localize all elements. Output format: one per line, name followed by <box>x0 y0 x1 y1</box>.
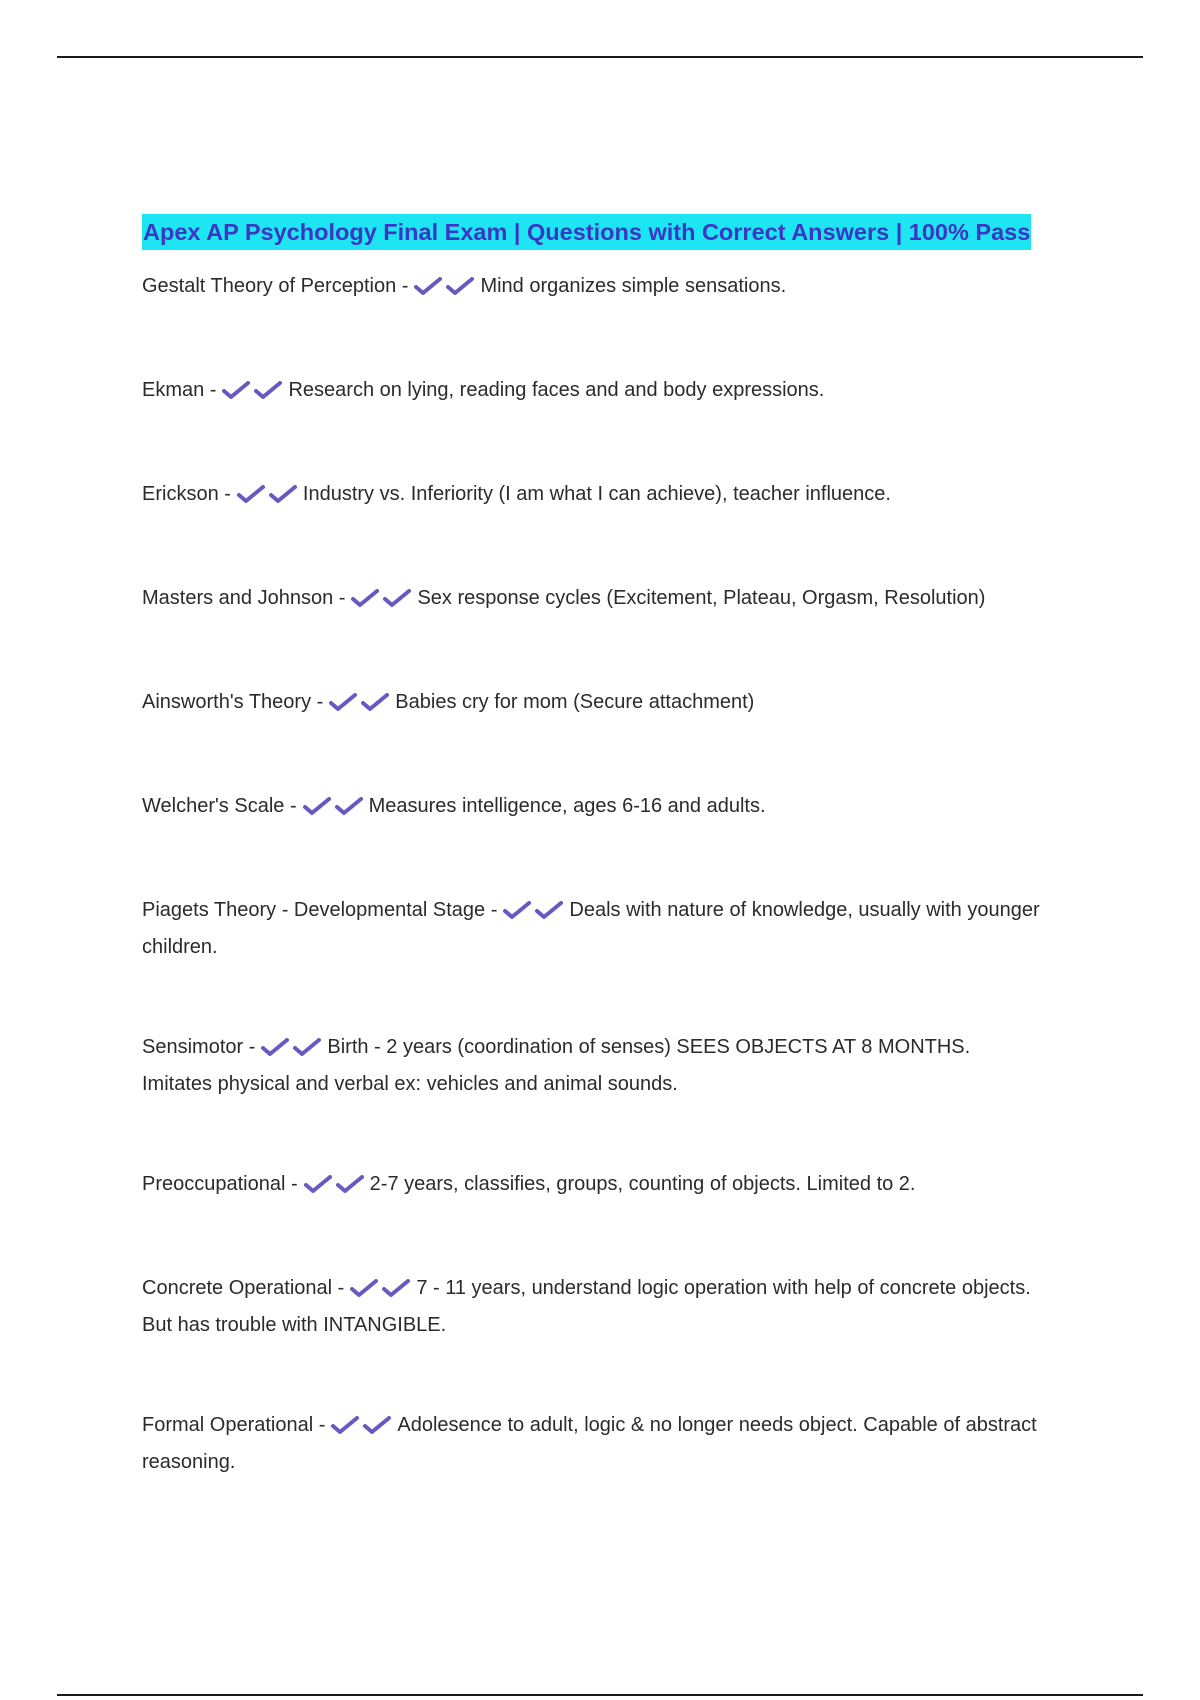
check-mark-icon <box>303 797 331 815</box>
check-mark-icon <box>254 381 282 399</box>
document-title: Apex AP Psychology Final Exam | Questions with Correct Answers | 100% Pass <box>142 214 1031 250</box>
check-mark-icon <box>336 1175 364 1193</box>
check-mark-icon <box>350 1279 378 1297</box>
check-marks <box>304 1170 368 1204</box>
qa-item <box>142 373 1042 410</box>
check-mark-icon <box>335 797 363 815</box>
check-mark-icon <box>363 1416 391 1434</box>
check-mark-icon <box>222 381 250 399</box>
qa-item <box>142 789 1042 826</box>
qa-term: Erickson - <box>142 483 231 505</box>
qa-answer: Measures intelligence, ages 6-16 and adults. <box>368 795 766 817</box>
check-mark-icon <box>304 1175 332 1193</box>
qa-answer: Mind organizes simple sensations. <box>480 275 787 297</box>
qa-answer: 7 - 11 years, understand logic operation with help of concrete objects. But has trouble with INTANGIBLE. <box>142 1277 1031 1336</box>
qa-answer: Research on lying, reading faces and and body expressions. <box>288 379 825 401</box>
header-rule <box>57 56 1143 58</box>
qa-item <box>142 581 1042 618</box>
check-mark-icon <box>331 1416 359 1434</box>
qa-answer: Adolesence to adult, logic & no longer needs object. Capable of abstract reasoning. <box>142 1414 1037 1473</box>
qa-answer: Deals with nature of knowledge, usually with younger children. <box>142 899 1040 958</box>
check-marks <box>331 1411 395 1445</box>
check-mark-icon <box>383 589 411 607</box>
check-marks <box>503 896 567 930</box>
check-mark-icon <box>503 901 531 919</box>
check-mark-icon <box>414 277 442 295</box>
qa-answer: 2-7 years, classifies, groups, counting of objects. Limited to 2. <box>369 1173 916 1195</box>
qa-term: Masters and Johnson - <box>142 587 346 609</box>
check-mark-icon <box>382 1279 410 1297</box>
qa-item <box>142 1167 1042 1204</box>
qa-term: Gestalt Theory of Perception - <box>142 275 409 297</box>
qa-answer: Sex response cycles (Excitement, Plateau, Orgasm, Resolution) <box>417 587 986 609</box>
qa-answer: Babies cry for mom (Secure attachment) <box>395 691 755 713</box>
qa-item <box>142 1271 1042 1342</box>
qa-item <box>142 1030 1042 1101</box>
qa-term: Ekman - <box>142 379 217 401</box>
qa-item <box>142 1408 1042 1479</box>
qa-item <box>142 477 1042 514</box>
qa-list <box>142 269 1042 1479</box>
check-marks <box>351 584 415 618</box>
qa-term: Preoccupational - <box>142 1173 298 1195</box>
check-mark-icon <box>446 277 474 295</box>
check-mark-icon <box>293 1038 321 1056</box>
qa-item <box>142 893 1042 964</box>
qa-answer: Birth - 2 years (coordination of senses) SEES OBJECTS AT 8 MONTHS. Imitates physical and verbal ex: vehicles and animal sounds. <box>142 1036 971 1095</box>
check-marks <box>350 1274 414 1308</box>
qa-term: Formal Operational - <box>142 1414 326 1436</box>
qa-term: Ainsworth's Theory - <box>142 691 324 713</box>
check-mark-icon <box>261 1038 289 1056</box>
qa-item <box>142 685 1042 722</box>
check-mark-icon <box>237 485 265 503</box>
qa-term: Welcher's Scale - <box>142 795 297 817</box>
check-mark-icon <box>269 485 297 503</box>
check-marks <box>414 272 478 306</box>
document-content <box>142 214 1042 1545</box>
check-marks <box>261 1033 325 1067</box>
qa-term: Concrete Operational - <box>142 1277 345 1299</box>
check-marks <box>303 792 367 826</box>
qa-item <box>142 269 1042 306</box>
qa-answer: Industry vs. Inferiority (I am what I can achieve), teacher influence. <box>302 483 891 505</box>
check-mark-icon <box>351 589 379 607</box>
check-marks <box>329 688 393 722</box>
check-mark-icon <box>535 901 563 919</box>
qa-term: Piagets Theory - Developmental Stage - <box>142 899 498 921</box>
check-mark-icon <box>361 693 389 711</box>
qa-term: Sensimotor - <box>142 1036 256 1058</box>
footer-rule <box>57 1694 1143 1696</box>
check-marks <box>237 480 301 514</box>
check-mark-icon <box>329 693 357 711</box>
check-marks <box>222 376 286 410</box>
